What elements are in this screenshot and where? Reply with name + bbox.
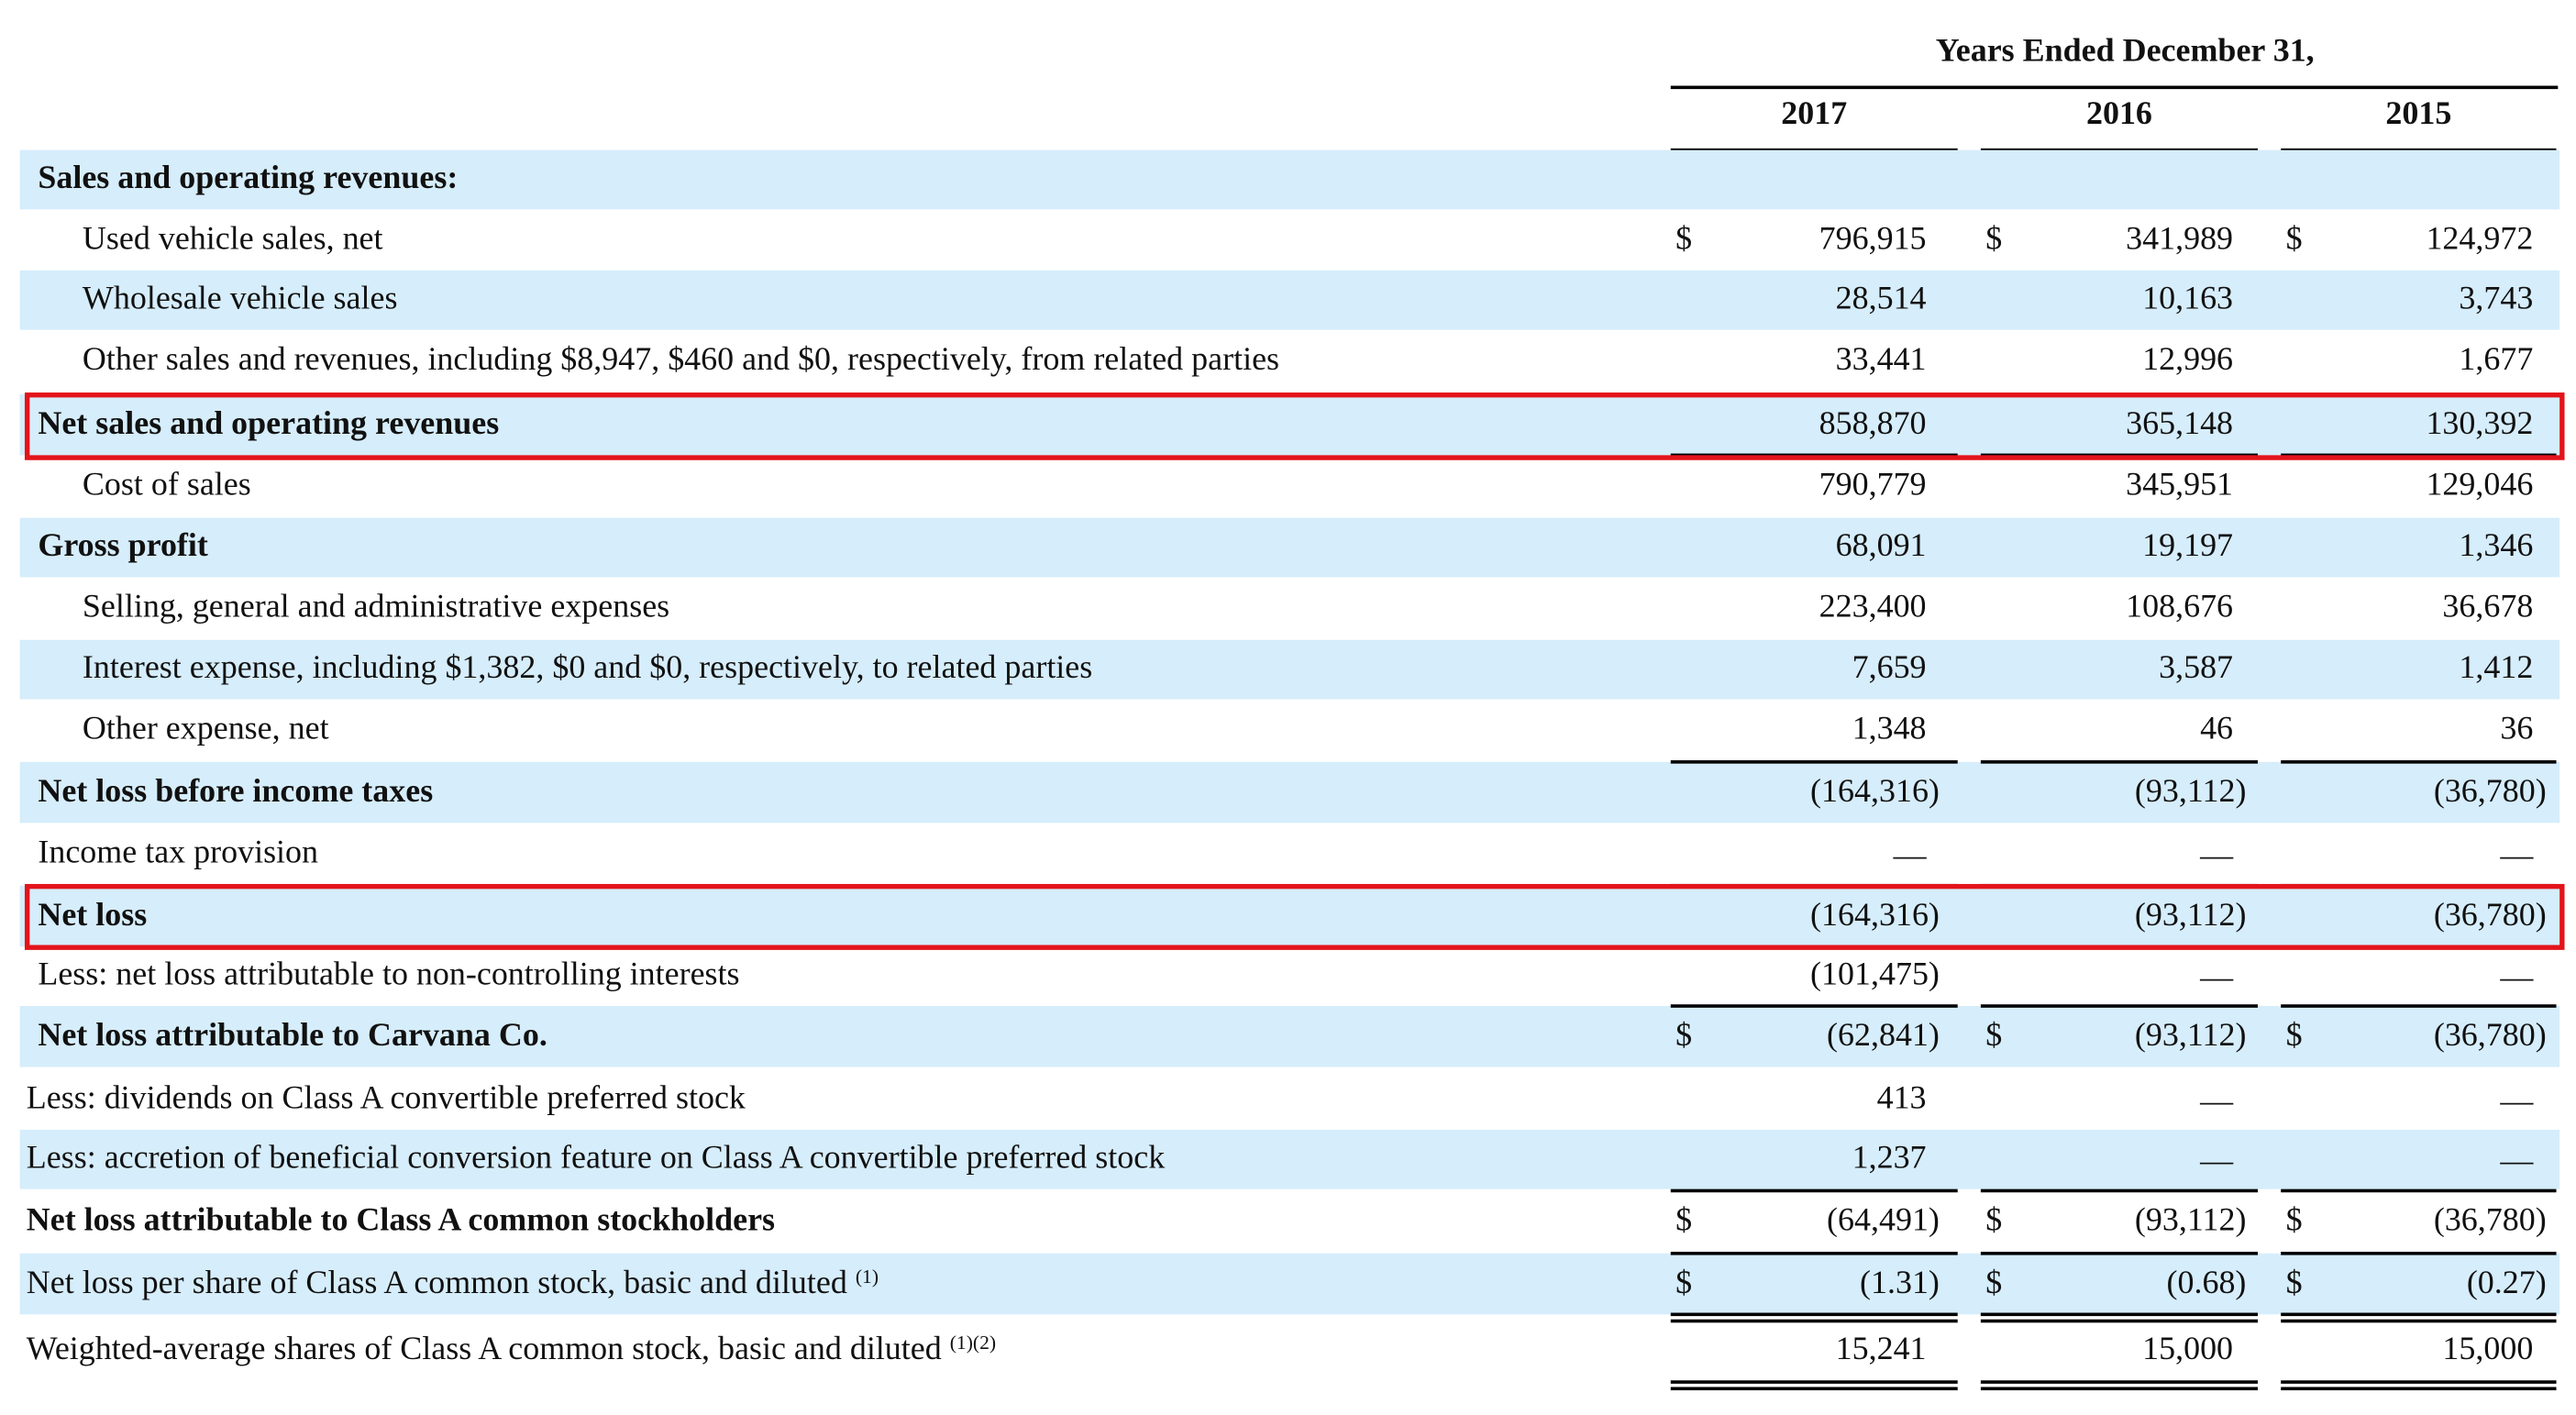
row-label: Used vehicle sales, net [82, 220, 383, 258]
cell-value: 3,587 [2159, 649, 2234, 687]
cell-value: — [2500, 1082, 2534, 1120]
year-header-2016: 2016 [2085, 95, 2152, 132]
cell-value: 33,441 [1835, 341, 1927, 378]
row-label: Weighted-average shares of Class A common stock, basic and diluted $^{(1)(2)}$ [26, 1331, 997, 1367]
cell-value: 15,000 [2442, 1331, 2534, 1367]
cell-value: — [2200, 836, 2234, 874]
row-label: Net loss attributable to Carvana Co. [38, 1016, 547, 1054]
currency-symbol: $ [2285, 1201, 2303, 1238]
cell-value: 46 [2200, 710, 2234, 746]
total-rule [1981, 760, 2258, 764]
row-label: Interest expense, including $1,382, $0 and $0, respectively, to related parties [82, 649, 1093, 687]
year-header-2015: 2015 [2385, 95, 2452, 132]
cell-value: 68,091 [1835, 527, 1927, 565]
cell-value: 28,514 [1835, 280, 1927, 317]
cell-value: (93,112) [2134, 1016, 2247, 1054]
double-rule [1671, 1387, 1958, 1390]
cell-value: 413 [1876, 1079, 1927, 1116]
row-label: Wholesale vehicle sales [82, 280, 398, 317]
currency-symbol: $ [1675, 220, 1693, 258]
cell-value: 341,989 [2126, 220, 2234, 258]
row-label: Gross profit [38, 527, 208, 565]
cell-value: 858,870 [1819, 404, 1927, 442]
cell-value: 36,678 [2442, 588, 2534, 625]
cell-value: 223,400 [1819, 588, 1927, 625]
year-header-2017: 2017 [1781, 95, 1848, 132]
cell-value: 3,743 [2459, 280, 2534, 317]
double-rule [1671, 1313, 1958, 1317]
row-label: Income tax provision [38, 834, 319, 870]
highlight-box [25, 392, 2565, 460]
cell-value: 10,163 [2142, 280, 2234, 317]
currency-symbol: $ [1985, 220, 2003, 258]
total-rule [1671, 1189, 1958, 1193]
row-label: Net loss [38, 896, 148, 933]
cell-value: 1,412 [2459, 649, 2534, 687]
row-label: Less: accretion of beneficial conversion feature on Class A convertible preferred stock [26, 1139, 1166, 1177]
row-label: Less: dividends on Class A convertible preferred stock [26, 1079, 746, 1116]
cell-value: (93,112) [2134, 896, 2247, 933]
row-label: Sales and operating revenues: [38, 160, 459, 197]
double-rule [1981, 1387, 2258, 1390]
cell-value: (164,316) [1810, 896, 1940, 933]
currency-symbol: $ [1985, 1264, 2003, 1301]
cell-value: (36,780) [2433, 1201, 2547, 1238]
cell-value: (36,780) [2433, 1016, 2547, 1054]
cell-value: 1,346 [2459, 527, 2534, 565]
cell-value: 124,972 [2426, 220, 2534, 258]
cell-value: — [2500, 836, 2534, 874]
cell-value: (64,491) [1827, 1201, 1940, 1238]
cell-value: 15,241 [1835, 1331, 1927, 1367]
cell-value: — [2200, 1143, 2234, 1179]
cell-value: (93,112) [2134, 772, 2247, 810]
total-rule [1671, 1004, 1958, 1008]
cell-value: (93,112) [2134, 1201, 2247, 1238]
total-rule [1671, 760, 1958, 764]
currency-symbol: $ [1985, 1201, 2003, 1238]
double-rule [1981, 1380, 2258, 1384]
total-rule [1981, 1252, 2258, 1255]
row-label: Net sales and operating revenues [38, 404, 500, 442]
cell-value: (0.68) [2166, 1264, 2247, 1301]
cell-value: (36,780) [2433, 896, 2547, 933]
cell-value: 365,148 [2126, 404, 2234, 442]
double-rule [2281, 1313, 2556, 1317]
total-rule [2281, 760, 2556, 764]
double-rule [1981, 1313, 2258, 1317]
cell-value: — [1893, 836, 1927, 874]
cell-value: (36,780) [2433, 772, 2547, 810]
cell-value: 129,046 [2426, 466, 2534, 503]
cell-value: 345,951 [2126, 466, 2234, 503]
cell-value: 130,392 [2426, 404, 2534, 442]
cell-value: — [2200, 959, 2234, 997]
cell-value: 108,676 [2126, 588, 2234, 625]
cell-value: 15,000 [2142, 1331, 2234, 1367]
cell-value: — [2500, 959, 2534, 997]
currency-symbol: $ [1675, 1201, 1693, 1238]
row-label: Cost of sales [82, 466, 251, 503]
cell-value: (164,316) [1810, 772, 1940, 810]
cell-value: 19,197 [2142, 527, 2234, 565]
cell-value: 1,237 [1852, 1139, 1927, 1177]
total-rule [2281, 1004, 2556, 1008]
currency-symbol: $ [1985, 1016, 2003, 1054]
currency-symbol: $ [2285, 1016, 2303, 1054]
double-rule [1671, 1380, 1958, 1384]
currency-symbol: $ [2285, 220, 2303, 258]
cell-value: 7,659 [1852, 649, 1927, 687]
highlight-box [25, 884, 2565, 950]
total-rule [1981, 1189, 2258, 1193]
row-label: Net loss before income taxes [38, 772, 434, 810]
currency-symbol: $ [1675, 1016, 1693, 1054]
cell-value: (0.27) [2466, 1264, 2547, 1301]
total-rule [2281, 1252, 2556, 1255]
currency-symbol: $ [2285, 1264, 2303, 1301]
row-label: Net loss per share of Class A common stock, basic and diluted $^{(1)}$ [26, 1264, 879, 1301]
row-label: Other expense, net [82, 710, 329, 746]
total-rule [1981, 1004, 2258, 1008]
footnote-marker: (1)(2) [949, 1331, 997, 1354]
currency-symbol: $ [1675, 1264, 1693, 1301]
cell-value: 36 [2500, 710, 2534, 746]
cell-value: (1.31) [1860, 1264, 1940, 1301]
cell-value: 1,348 [1852, 710, 1927, 746]
cell-value: 796,915 [1819, 220, 1927, 258]
cell-value: (62,841) [1827, 1016, 1940, 1054]
double-rule [2281, 1387, 2556, 1390]
cell-value: 1,677 [2459, 341, 2534, 378]
row-label: Less: net loss attributable to non-controlling interests [38, 956, 740, 993]
header-rule [1671, 86, 2559, 90]
total-rule [1671, 1252, 1958, 1255]
row-label: Selling, general and administrative expenses [82, 588, 670, 625]
total-rule [2281, 1189, 2556, 1193]
cell-value: 12,996 [2142, 341, 2234, 378]
cell-value: — [2500, 1143, 2534, 1179]
row-label: Other sales and revenues, including $8,947, $460 and $0, respectively, from related parties [82, 341, 1280, 378]
cell-value: 790,779 [1819, 466, 1927, 503]
period-header: Years Ended December 31, [1935, 32, 2315, 70]
double-rule [2281, 1380, 2556, 1384]
cell-value: — [2200, 1082, 2234, 1120]
footnote-marker: (1) [855, 1264, 879, 1288]
cell-value: (101,475) [1810, 956, 1940, 993]
row-label: Net loss attributable to Class A common stockholders [26, 1201, 776, 1238]
